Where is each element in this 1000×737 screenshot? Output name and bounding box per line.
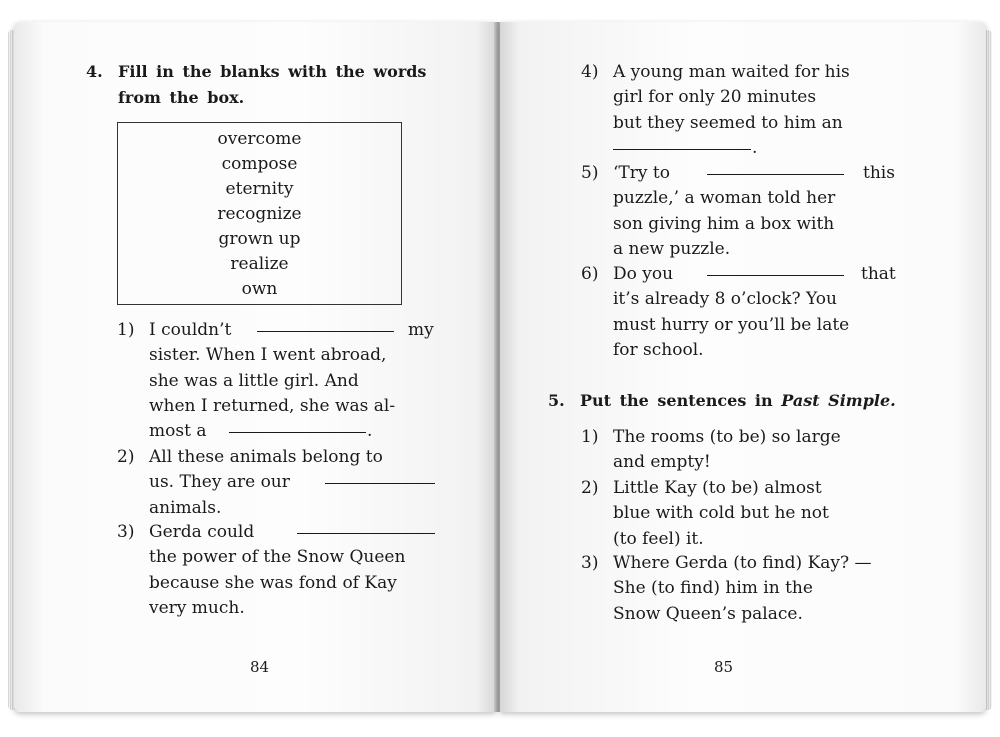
item-number: 5) <box>581 163 599 183</box>
item-number: 2) <box>117 447 135 467</box>
item-text-line: ‘Try to <box>613 163 670 183</box>
word-box <box>117 122 402 305</box>
fill-blank[interactable] <box>257 330 394 332</box>
exercise-title-line1: Fill in the blanks with the words <box>118 62 427 81</box>
item-text-line: . <box>752 138 758 158</box>
item-text-line: she was a little girl. And <box>149 371 359 391</box>
item-text-line: most a <box>149 421 207 441</box>
item-number: 3) <box>581 553 599 573</box>
item-text-line: that <box>861 264 896 284</box>
item-number: 2) <box>581 478 599 498</box>
exercise-number: 4. <box>86 62 103 81</box>
page-number-left: 84 <box>250 658 270 676</box>
exercise-item-3 <box>117 520 437 624</box>
item-text-line: it’s already 8 o’clock? You <box>613 289 837 309</box>
item-text-line: Gerda could <box>149 522 255 542</box>
exercise-item-6 <box>581 262 901 366</box>
item-text-line: very much. <box>149 598 245 618</box>
fill-blank[interactable] <box>707 274 844 276</box>
exercise-title-line2: from the box. <box>118 88 245 107</box>
item-text-line: puzzle,’ a woman told her <box>613 188 836 208</box>
item-number: 1) <box>117 320 135 340</box>
item-text-line: and empty! <box>613 452 711 472</box>
item-text-line: must hurry or you’ll be late <box>613 315 850 335</box>
exercise-5-heading <box>548 388 918 414</box>
exercise5-item-2 <box>581 476 901 554</box>
item-text-line: blue with cold but he not <box>613 503 829 523</box>
item-text-line: girl for only 20 minutes <box>613 87 817 107</box>
item-text-line: She (to find) him in the <box>613 578 813 598</box>
fill-blank[interactable] <box>325 482 435 484</box>
item-text-line: animals. <box>149 498 222 518</box>
item-text-line: my <box>408 320 434 340</box>
fill-blank[interactable] <box>297 532 435 534</box>
fill-blank[interactable] <box>229 431 366 433</box>
page-number-right: 85 <box>714 658 734 676</box>
item-text-line: when I returned, she was al- <box>149 396 396 416</box>
item-text-line: Do you <box>613 264 674 284</box>
box-word: grown up <box>218 229 301 249</box>
box-word: realize <box>230 254 289 274</box>
exercise-number: 5. <box>548 391 565 410</box>
item-text-line: All these animals belong to <box>149 447 383 467</box>
exercise-item-2 <box>117 445 437 523</box>
box-word: compose <box>221 154 298 174</box>
item-text-line: Little Kay (to be) almost <box>613 478 822 498</box>
fill-blank[interactable] <box>613 148 751 150</box>
exercise5-item-3 <box>581 551 901 629</box>
box-word: eternity <box>225 179 294 199</box>
item-text-line: . <box>367 421 373 441</box>
item-number: 6) <box>581 264 599 284</box>
item-text-line: son giving him a box with <box>613 214 835 234</box>
item-number: 1) <box>581 427 599 447</box>
item-text-line: Snow Queen’s palace. <box>613 604 803 624</box>
fill-blank[interactable] <box>707 173 844 175</box>
item-text-line: (to feel) it. <box>613 529 704 549</box>
item-text-line: because she was fond of Kay <box>149 573 397 593</box>
item-text-line: a new puzzle. <box>613 239 731 259</box>
item-text-line: the power of the Snow Queen <box>149 547 406 567</box>
item-number: 4) <box>581 62 599 82</box>
item-text-line: A young man waited for his <box>613 62 850 82</box>
item-text-line: The rooms (to be) so large <box>613 427 841 447</box>
item-text-line: for school. <box>613 340 704 360</box>
exercise5-item-1 <box>581 425 901 477</box>
exercise-item-1 <box>117 318 437 448</box>
item-text-line: this <box>863 163 895 183</box>
exercise-title-tense: Past Simple. <box>781 391 896 410</box>
item-number: 3) <box>117 522 135 542</box>
box-word: own <box>241 279 278 299</box>
item-text-line: I couldn’t <box>149 320 232 340</box>
item-text-line: Where Gerda (to find) Kay? — <box>613 553 872 573</box>
exercise-title: Put the sentences in <box>580 391 773 410</box>
item-text-line: sister. When I went abroad, <box>149 345 387 365</box>
exercise-4-heading <box>86 59 446 113</box>
box-word: recognize <box>217 204 302 224</box>
item-text-line: us. They are our <box>149 472 290 492</box>
item-text-line: but they seemed to him an <box>613 113 843 133</box>
box-word: overcome <box>217 129 302 149</box>
exercise-item-4 <box>581 60 901 164</box>
